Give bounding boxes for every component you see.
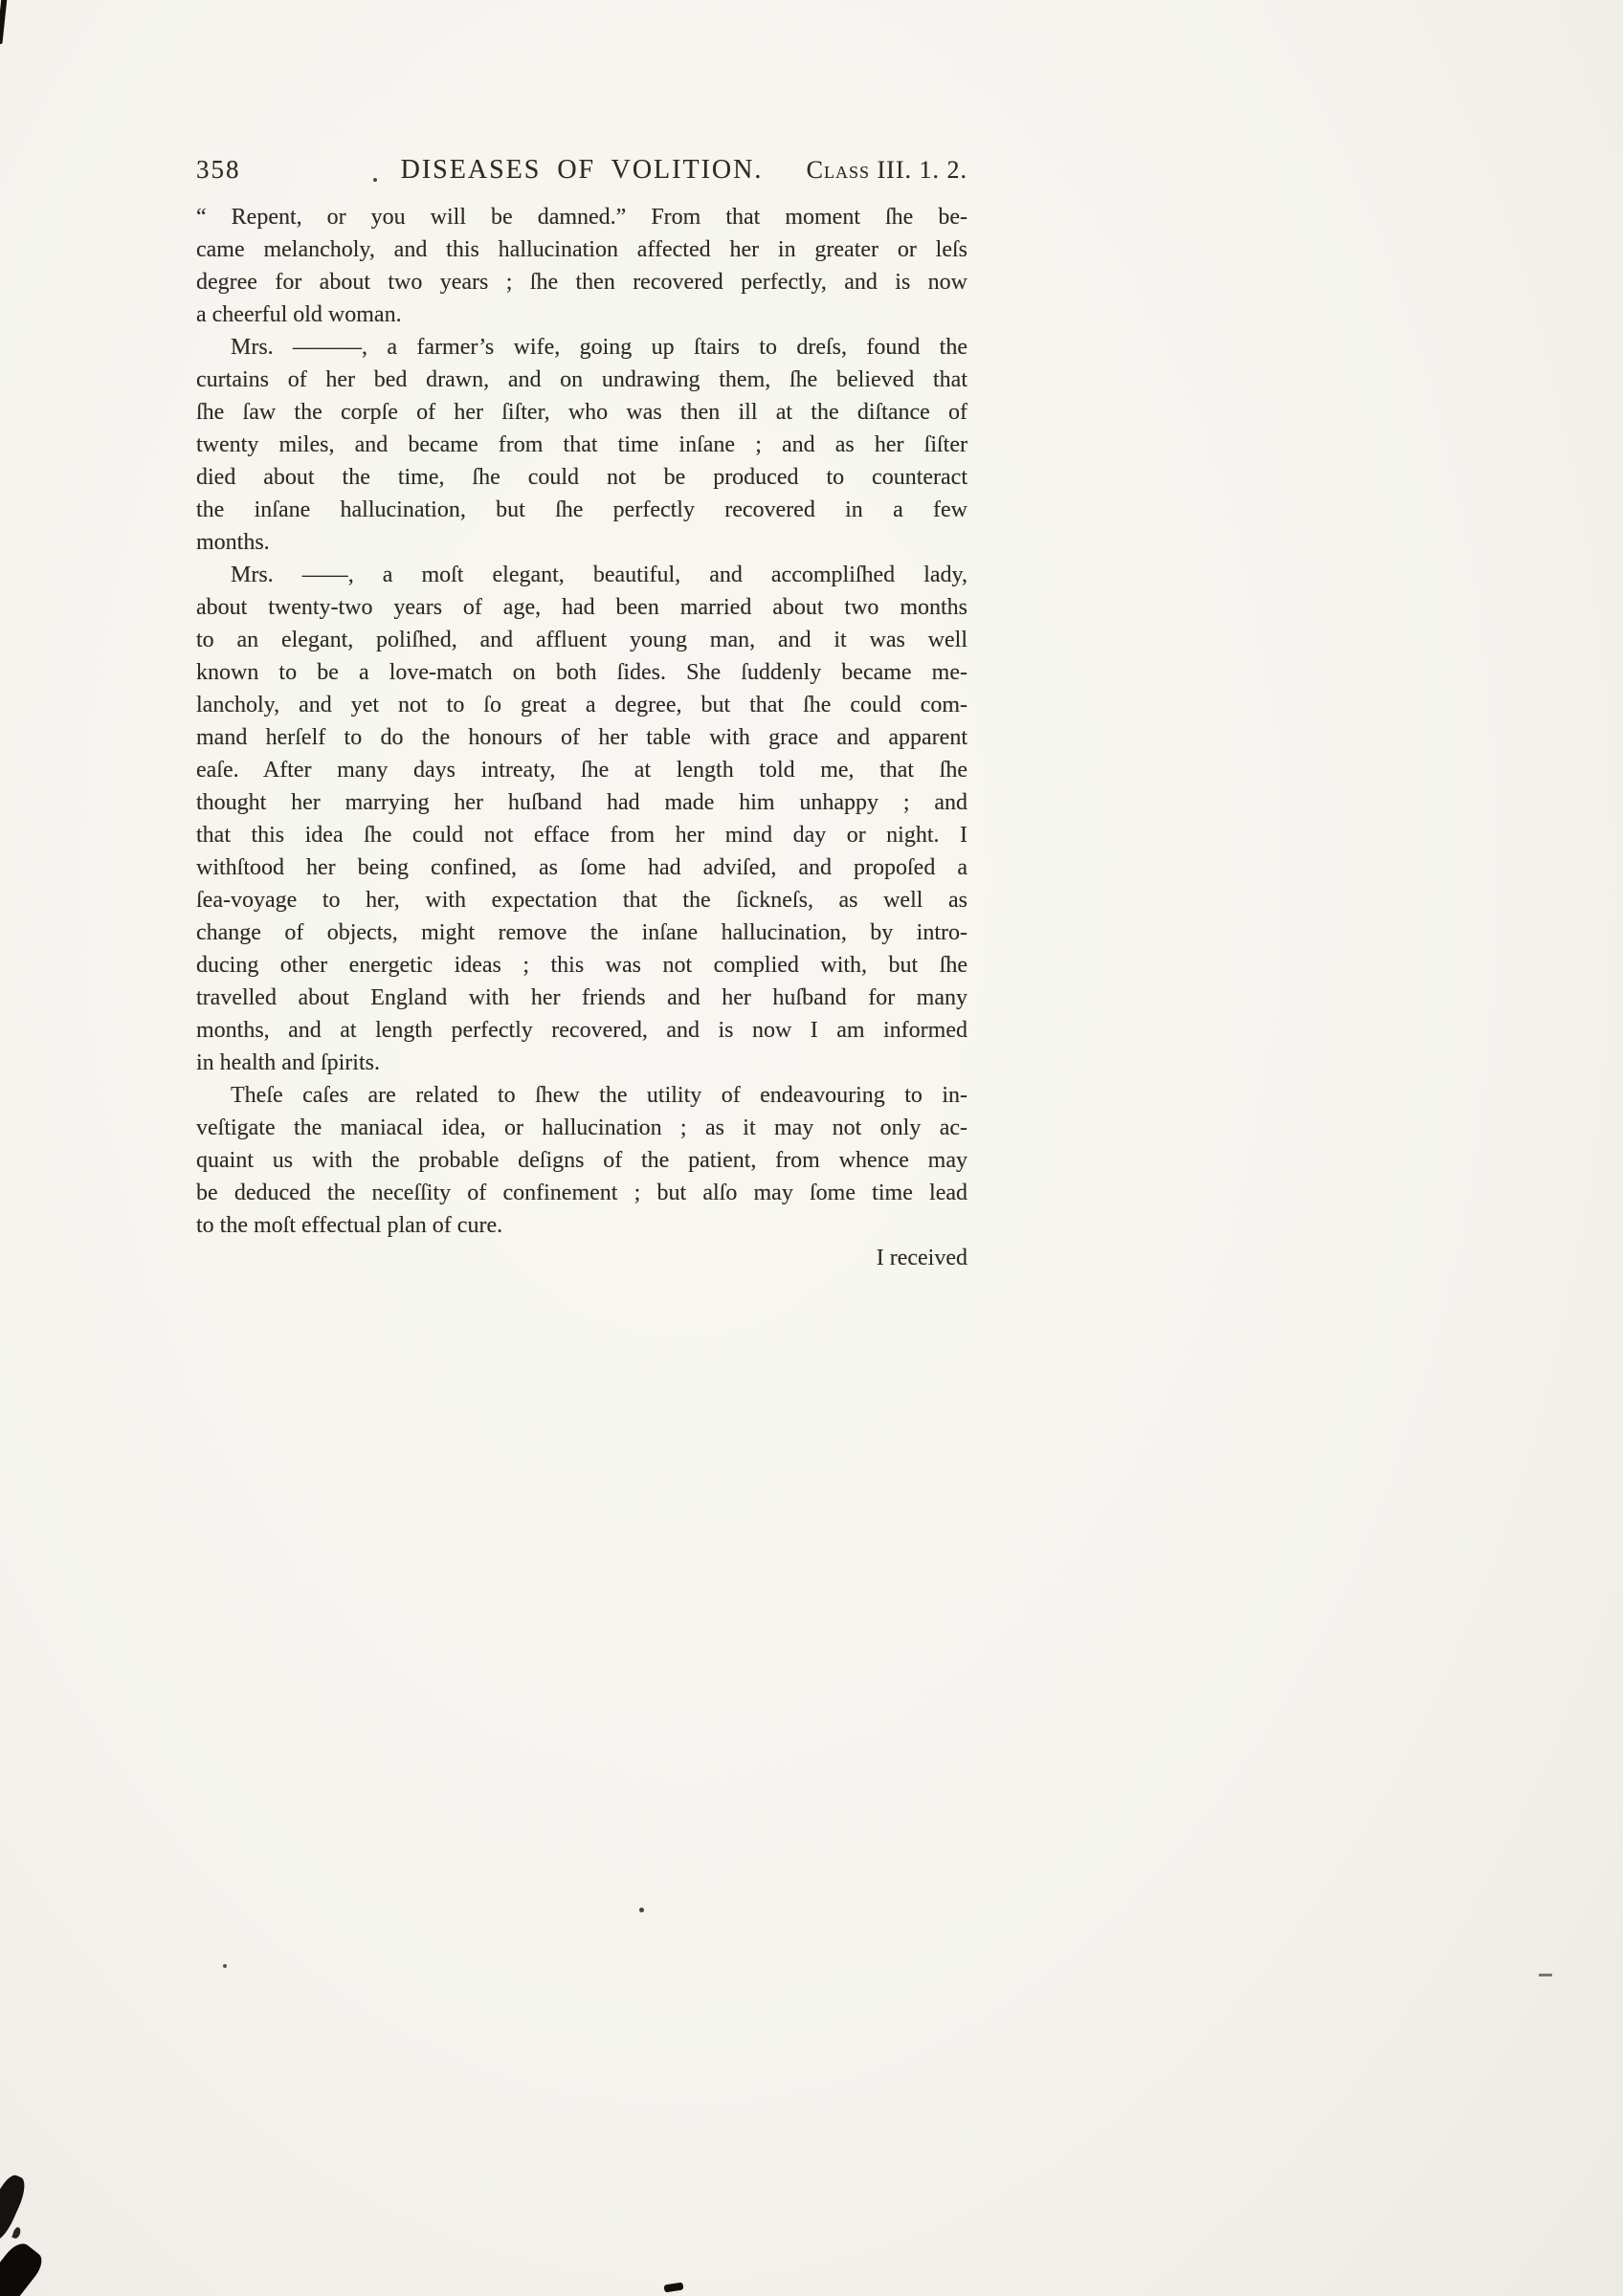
text-line: to an elegant, poliſhed, and affluent young man, and it was well [196,628,967,652]
text-line: thought her marrying her huſband had made him unhappy ; and [196,790,967,815]
scan-artifact [0,0,8,44]
paragraph [196,559,967,1079]
paragraph [196,201,967,331]
text-line: that this idea ſhe could not efface from her mind day or night. I [196,823,967,848]
text-line: withſtood her being confined, as ſome had adviſed, and propoſed a [196,855,967,880]
page-header [196,155,967,186]
text-line: came melancholy, and this hallucination affected her in greater or leſs [196,237,967,262]
text-line: Theſe caſes are related to ſhew the utility of endeavouring to in- [231,1083,967,1108]
text-line: mand herſelf to do the honours of her table with grace and apparent [196,725,967,750]
text-line: be deduced the neceſſity of confinement ; but alſo may ſome time lead [196,1181,967,1205]
text-line: in health and ſpirits. [196,1050,380,1075]
text-line: quaint us with the probable deſigns of the patient, from whence may [196,1148,967,1173]
section-label: Class III. 1. 2. [806,156,967,184]
scan-artifact [639,1908,644,1912]
text-line: veſtigate the maniacal idea, or hallucination ; as it may not only ac- [196,1115,967,1140]
text-line: months, and at length perfectly recovered, and is now I am informed [196,1018,967,1043]
text-line: the inſane hallucination, but ſhe perfectly recovered in a few [196,497,967,522]
text-line: Mrs. ———, a farmer’s wife, going up ſtairs to dreſs, found the [231,335,967,360]
text-line: died about the time, ſhe could not be produced to counteract [196,465,967,490]
running-title: DISEASES OF VOLITION. [400,155,764,185]
text-line: curtains of her bed drawn, and on undrawing them, ſhe believed that [196,367,967,392]
body-paragraphs [196,201,967,1242]
scan-artifact [663,2282,683,2292]
text-line: degree for about two years ; ſhe then recovered perfectly, and is now [196,270,967,295]
text-block [196,155,967,1274]
scan-artifact [373,178,377,182]
text-line: eaſe. After many days intreaty, ſhe at length told me, that ſhe [196,758,967,783]
scan-artifact [11,2226,21,2240]
text-line: about twenty-two years of age, had been married about two months [196,595,967,620]
text-line: a cheerful old woman. [196,302,402,327]
text-line: ſea-voyage to her, with expectation that the ſickneſs, as well as [196,888,967,913]
text-line: travelled about England with her friends and her huſband for many [196,985,967,1010]
text-line: ſhe ſaw the corpſe of her ſiſter, who was then ill at the diſtance of [196,400,967,425]
paragraph [196,331,967,559]
text-line: Mrs. ——, a moſt elegant, beautiful, and accompliſhed lady, [231,563,967,587]
text-line: to the moſt effectual plan of cure. [196,1213,503,1238]
scan-artifact [1539,1974,1552,1976]
text-line: “ Repent, or you will be damned.” From that moment ſhe be- [196,205,967,230]
text-line: lancholy, and yet not to ſo great a degree, but that ſhe could com- [196,693,967,718]
page-number: 358 [196,155,241,184]
text-line: known to be a love-match on both ſides. She ſuddenly became me- [196,660,967,685]
scan-artifact [0,2239,48,2296]
text-line: twenty miles, and became from that time inſane ; and as her ſiſter [196,432,967,457]
text-line: ducing other energetic ideas ; this was not complied with, but ſhe [196,953,967,978]
paragraph [196,1079,967,1242]
catchword: I received [876,1246,967,1270]
scan-artifact [223,1964,227,1968]
text-line: change of objects, might remove the inſane hallucination, by intro- [196,920,967,945]
text-line: months. [196,530,270,555]
